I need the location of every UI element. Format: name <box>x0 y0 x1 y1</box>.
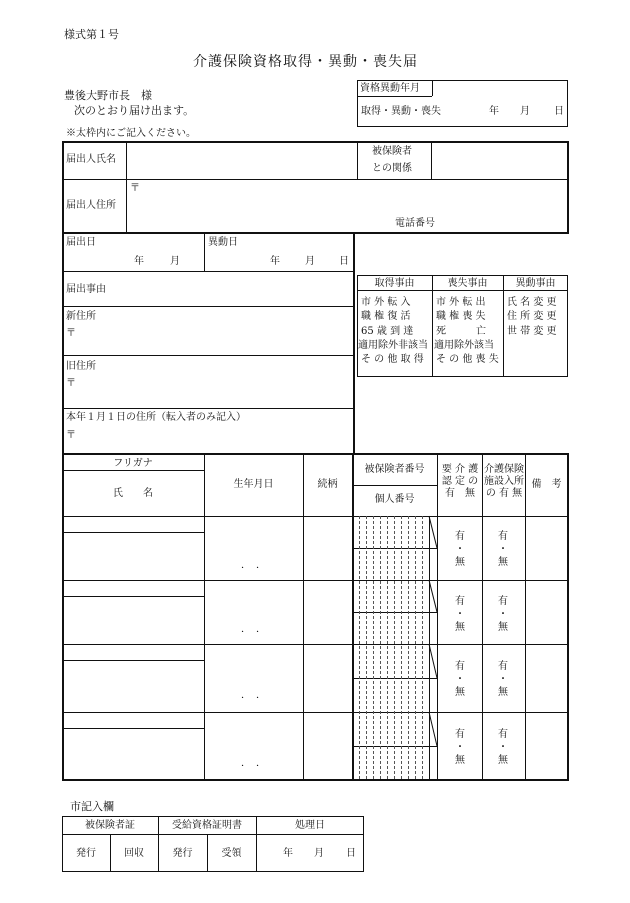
applicant-name-label: 届出人氏名 <box>66 154 116 165</box>
old-postal-mark: 〒 <box>66 378 76 389</box>
relation-header: 続柄 <box>317 479 338 490</box>
facility-yes-no[interactable] <box>493 728 513 767</box>
process-month: 月 <box>314 848 324 859</box>
yes-text: 有 <box>455 531 465 542</box>
care-yes-no[interactable] <box>450 595 470 634</box>
loss-header: 喪失事由 <box>447 278 488 289</box>
facility-line: 介護保険 <box>484 464 524 475</box>
furigana-field[interactable] <box>64 646 202 659</box>
change-date-field-label: 異動日 <box>208 237 238 248</box>
slash-marks <box>429 516 438 779</box>
dot-text: ・ <box>455 742 465 753</box>
no-text: 無 <box>498 687 508 698</box>
change-year: 年 <box>489 106 499 117</box>
process-date-header: 処理日 <box>295 820 325 831</box>
facility-yes-no[interactable] <box>493 660 513 699</box>
facility-yes-no[interactable] <box>493 530 513 569</box>
name-field[interactable] <box>64 662 202 710</box>
furigana-field[interactable] <box>64 582 202 595</box>
collect-label: 回収 <box>124 848 144 859</box>
change-date-day: 日 <box>339 256 349 267</box>
loss-reason[interactable]: 職 権 喪 失 <box>436 311 486 322</box>
dot-text: ・ <box>455 609 465 620</box>
yes-text: 有 <box>455 661 465 672</box>
loss-reason[interactable]: 死 亡 <box>436 326 486 337</box>
change-day: 日 <box>554 106 564 117</box>
new-address-field[interactable] <box>80 326 350 351</box>
furigana-field[interactable] <box>64 518 202 531</box>
insured-cert-header: 被保険者証 <box>85 820 135 831</box>
process-day: 日 <box>346 848 356 859</box>
old-address-label: 旧住所 <box>66 361 96 372</box>
dot-text: ・ <box>498 609 508 620</box>
acquire-reason[interactable]: 65 歳 到 達 <box>361 326 414 337</box>
change-reason[interactable]: 世 帯 変 更 <box>507 326 557 337</box>
new-address-label: 新住所 <box>66 311 96 322</box>
filing-year: 年 <box>134 256 144 267</box>
no-text: 無 <box>455 687 465 698</box>
form-number: 様式第１号 <box>64 28 119 41</box>
care-cert-line: 要 介 護 <box>441 464 479 475</box>
acquire-reason[interactable]: 市 外 転 入 <box>361 297 411 308</box>
dot-text: ・ <box>498 544 508 555</box>
name-header: 氏 名 <box>113 488 153 499</box>
fill-note: ※太枠内にご記入ください。 <box>66 128 196 139</box>
dot-text: ・ <box>498 742 508 753</box>
no-text: 無 <box>455 622 465 633</box>
no-text: 無 <box>498 755 508 766</box>
no-text: 無 <box>455 557 465 568</box>
relation-label-1: 被保険者 <box>372 146 412 157</box>
acquire-reason[interactable]: 職 権 復 活 <box>361 311 411 322</box>
acquire-reason[interactable]: そ の 他 取 得 <box>361 354 424 365</box>
loss-reason[interactable]: そ の 他 喪 失 <box>436 354 499 365</box>
acquire-header: 取得事由 <box>374 278 415 289</box>
benefit-cert-header: 受給資格証明書 <box>172 820 242 831</box>
loss-reason[interactable]: 市 外 転 出 <box>436 297 486 308</box>
change-date-label: 資格異動年月 <box>360 83 420 94</box>
facility-line: の 有 無 <box>485 488 523 499</box>
birth-dots: ． ． <box>241 624 266 635</box>
dot-text: ・ <box>455 544 465 555</box>
care-yes-no[interactable] <box>450 728 470 767</box>
change-date-month: 月 <box>305 256 315 267</box>
process-year: 年 <box>283 848 293 859</box>
acquire-reason[interactable]: 適用除外非該当 <box>358 340 428 351</box>
applicant-address-field[interactable] <box>128 195 558 215</box>
change-date-year: 年 <box>270 256 280 267</box>
form-title: 介護保険資格取得・異動・喪失届 <box>193 54 418 70</box>
facility-line: 施設入所 <box>484 476 524 487</box>
no-text: 無 <box>455 755 465 766</box>
yes-text: 有 <box>498 729 508 740</box>
no-text: 無 <box>498 622 508 633</box>
facility-header <box>482 464 526 500</box>
birthdate-header: 生年月日 <box>233 479 274 490</box>
personal-number-header: 個人番号 <box>374 494 415 505</box>
issue-label: 発行 <box>76 848 96 859</box>
care-cert-line: 有 無 <box>445 488 475 499</box>
care-cert-header <box>438 464 482 500</box>
filing-month: 月 <box>170 256 180 267</box>
dot-text: ・ <box>498 674 508 685</box>
jan1-postal-mark: 〒 <box>66 430 76 441</box>
dot-text: ・ <box>455 674 465 685</box>
change-header: 異動事由 <box>515 278 556 289</box>
filing-date-label: 届出日 <box>66 237 96 248</box>
addressee: 豊後大野市長 様 <box>64 89 152 102</box>
care-cert-line: 認 定 の <box>441 476 479 487</box>
relation-field[interactable] <box>433 144 565 177</box>
jan1-address-label: 本年１月１日の住所（転入者のみ記入） <box>66 412 246 423</box>
yes-text: 有 <box>498 531 508 542</box>
facility-yes-no[interactable] <box>493 595 513 634</box>
jan1-address-field[interactable] <box>80 428 350 450</box>
new-postal-mark: 〒 <box>66 328 76 339</box>
applicant-address-label: 届出人住所 <box>66 200 116 211</box>
yes-text: 有 <box>455 729 465 740</box>
change-reason[interactable]: 氏 名 変 更 <box>507 297 557 308</box>
phone-label: 電話番号 <box>395 218 435 229</box>
insured-number-header: 被保険者番号 <box>364 464 425 475</box>
change-reason[interactable]: 住 所 変 更 <box>507 311 557 322</box>
name-field[interactable] <box>64 534 202 578</box>
relation-label-2: との関係 <box>372 163 412 174</box>
reason-label: 届出事由 <box>66 284 106 295</box>
loss-reason[interactable]: 適用除外該当 <box>434 340 494 351</box>
no-text: 無 <box>498 557 508 568</box>
birth-dots: ． ． <box>241 560 266 571</box>
care-yes-no[interactable] <box>450 660 470 699</box>
old-address-field[interactable] <box>80 376 350 404</box>
care-yes-no[interactable] <box>450 530 470 569</box>
yes-text: 有 <box>455 596 465 607</box>
applicant-name-field[interactable] <box>128 144 355 177</box>
yes-text: 有 <box>498 661 508 672</box>
receive-label: 受領 <box>221 848 242 859</box>
birth-dots: ． ． <box>241 690 266 701</box>
city-section-label: 市記入欄 <box>70 800 114 813</box>
name-field[interactable] <box>64 598 202 642</box>
change-kinds: 取得・異動・喪失 <box>361 106 441 117</box>
issue2-label: 発行 <box>172 848 193 859</box>
furigana-header: フリガナ <box>113 458 153 469</box>
birth-dots: ． ． <box>241 758 266 769</box>
postal-mark: 〒 <box>130 183 140 194</box>
remarks-header: 備 考 <box>531 479 562 490</box>
name-field[interactable] <box>64 730 202 777</box>
yes-text: 有 <box>498 596 508 607</box>
furigana-field[interactable] <box>64 714 202 727</box>
change-month: 月 <box>520 106 530 117</box>
intro-text: 次のとおり届け出ます。 <box>74 104 195 117</box>
